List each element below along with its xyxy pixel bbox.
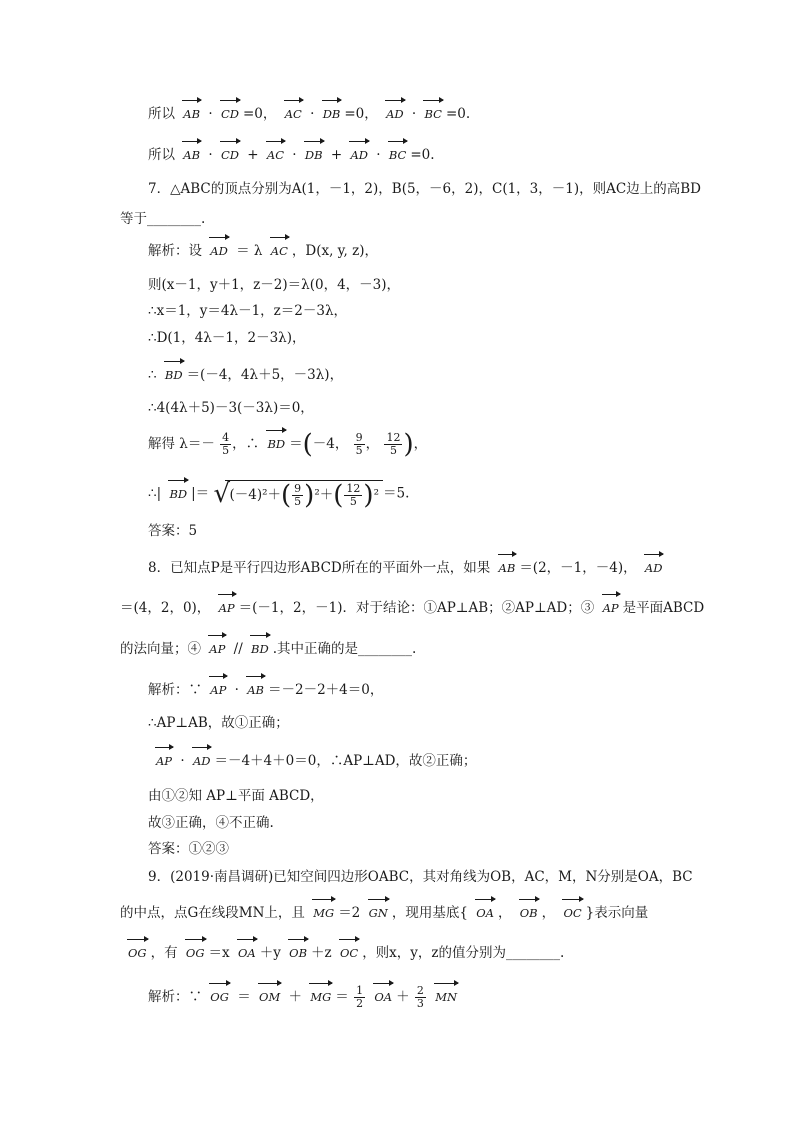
vector-ab: AB <box>245 679 266 701</box>
therefore-abs-open: ∴| <box>148 485 162 502</box>
plus-operator: + <box>247 147 259 163</box>
vector-oa: OA <box>474 902 496 924</box>
vector-ap: AP <box>601 597 621 619</box>
vector-ac: AC <box>265 144 286 166</box>
vector-mg: MG <box>308 986 333 1008</box>
vector-oc: OC <box>338 942 360 964</box>
vector-cd: CD <box>219 144 241 166</box>
fraction-9-5 <box>292 483 303 508</box>
solution-line-2 <box>148 144 435 166</box>
solution-7-line-4: ∴D(1，4λ－1，2－3λ)， <box>148 330 306 346</box>
vector-bd: BD <box>249 638 271 660</box>
vector-ad: AD <box>208 240 230 262</box>
dot-product-value: ＝－2－2＋4＝0， <box>268 682 384 698</box>
numerator: 12 <box>386 431 401 444</box>
dot-operator: · <box>208 106 213 122</box>
equals-sign: ＝ <box>289 436 303 452</box>
vector-ap: AP <box>154 750 174 772</box>
solution-7-line-5 <box>148 364 343 386</box>
vector-ac: AC <box>283 103 304 125</box>
vector-bc: BC <box>387 144 408 166</box>
solution-8-line-4: 由①②知 AP⊥平面 ABCD， <box>148 788 324 804</box>
dot-operator: · <box>292 147 297 163</box>
therefore-symbol: ，∴ <box>232 436 260 452</box>
vector-ac: AC <box>269 240 290 262</box>
vector-ap: AP <box>217 597 237 619</box>
numerator: 4 <box>222 431 230 444</box>
solution-8-line-1 <box>148 679 383 701</box>
fraction-12-5 <box>344 483 362 508</box>
vector-ad: AD <box>384 103 406 125</box>
vector-ab: AB <box>181 103 202 125</box>
plus-y: ＋y <box>259 945 281 961</box>
text-analysis: 解析：∵ <box>148 682 202 698</box>
vector-db: DB <box>321 103 343 125</box>
square-plus: ²＋ <box>262 487 282 503</box>
vector-ab: AB <box>497 557 518 579</box>
question-7: 7．△ABC的顶点分别为A(1，－1，2)，B(5，－6，2)，C(1，3，－1)，则AC边上的高BD <box>148 181 701 197</box>
solution-8-line-2: ∴AP⊥AB，故①正确； <box>148 715 289 731</box>
text-so: 所以 <box>148 147 175 163</box>
comma: ， <box>497 905 512 921</box>
numerator: 12 <box>346 482 361 495</box>
dot-operator: · <box>411 106 417 122</box>
equals-x: ＝x <box>208 945 230 961</box>
solution-7-line-1 <box>148 240 378 262</box>
numerator: 1 <box>356 984 364 997</box>
term-neg4: (－4) <box>229 487 263 503</box>
normal-vector-text: 的法向量；④ <box>120 641 201 657</box>
dot-operator: · <box>208 147 213 163</box>
right-paren: ) <box>363 480 374 511</box>
denominator: 5 <box>294 495 302 508</box>
denominator: 5 <box>355 444 363 457</box>
vector-bd: BD <box>167 483 189 505</box>
sqrt-icon: √ <box>213 479 231 509</box>
therefore-symbol: ∴ <box>148 367 157 383</box>
vector-mn: MN <box>433 986 459 1008</box>
square-root <box>213 479 383 511</box>
left-paren: ( <box>281 480 292 511</box>
comma: ， <box>541 905 556 921</box>
right-paren: ) <box>304 480 315 511</box>
vector-oa: OA <box>372 986 394 1008</box>
numerator: 2 <box>416 984 424 997</box>
question-9-line-1: 9．(2019·南昌调研)已知空间四边形OABC，其对角线为OB，AC，M，N分别是OA，BC <box>148 869 693 885</box>
question-9-line-3 <box>124 942 564 964</box>
vector-ad: AD <box>643 557 665 579</box>
coordinate-x: －4， <box>312 436 349 452</box>
equals-zero: =0. <box>445 106 471 122</box>
question-7-cont: 等于________. <box>120 211 206 227</box>
solution-7-line-8 <box>148 479 410 511</box>
denominator: 2 <box>356 997 364 1010</box>
text-point-d: ，D(x, y, z)， <box>291 243 378 259</box>
solution-7-line-3: ∴x＝1，y＝4λ－1，z＝2－3λ， <box>148 303 347 319</box>
denominator: 5 <box>222 444 230 457</box>
vector-og: OG <box>208 986 231 1008</box>
fraction-2-3 <box>415 985 426 1010</box>
dot-operator: · <box>234 682 239 698</box>
equals-zero: =0. <box>410 147 435 163</box>
vector-oc: OC <box>561 902 583 924</box>
answer-8: 答案：①②③ <box>148 841 229 857</box>
left-paren: ( <box>333 480 344 511</box>
dot-product-value: ＝－4＋4＋0＝0，∴AP⊥AD，故②正确； <box>214 753 477 769</box>
comma: ， <box>413 436 428 452</box>
answer-7: 答案：5 <box>148 523 198 539</box>
numerator: 9 <box>355 431 363 444</box>
solution-9-line-1 <box>148 985 461 1010</box>
equals-zero: =0， <box>344 106 378 122</box>
midpoint-text: 的中点，点G在线段MN上，且 <box>120 905 305 921</box>
vector-ad: AD <box>348 144 370 166</box>
dot-operator: · <box>310 106 315 122</box>
dot-operator: · <box>376 147 381 163</box>
vector-og: OG <box>126 942 149 964</box>
text-so: 所以 <box>148 106 175 122</box>
parallel-symbol: // <box>233 641 243 657</box>
question-blank: ，则x，y，z的值分别为________. <box>362 945 565 961</box>
conclusions-text: ＝(－1，2，－1)．对于结论：①AP⊥AB；②AP⊥AD；③ <box>238 600 595 616</box>
vector-om: OM <box>257 986 282 1008</box>
vector-bc: BC <box>422 103 443 125</box>
question-8-line-2 <box>120 597 704 619</box>
dot-operator: · <box>180 753 185 769</box>
vector-bd: BD <box>265 433 287 455</box>
solution-7-line-6: ∴4(4λ＋5)－3(－3λ)＝0， <box>148 400 314 416</box>
vector-ob: OB <box>518 902 540 924</box>
plus-operator: + <box>330 147 343 163</box>
equals-sign: ＝ <box>237 989 251 1005</box>
fraction-12-5 <box>384 432 402 457</box>
have-text: ，有 <box>150 945 178 961</box>
vector-gn: GN <box>367 902 390 924</box>
solution-7-line-2: 则(x－1，y＋1，z－2)＝λ(0，4，－3)， <box>148 277 401 293</box>
text-analysis: 解析：设 <box>148 243 202 259</box>
solution-7-line-7 <box>148 429 428 460</box>
plus-z: ＋z <box>311 945 332 961</box>
vector-bd: BD <box>163 364 185 386</box>
vector-ad: AD <box>191 750 213 772</box>
equals-five: ＝5. <box>382 485 410 502</box>
vector-db: DB <box>303 144 325 166</box>
fraction-4-5 <box>220 432 231 457</box>
represent-text: }表示向量 <box>585 905 649 921</box>
equals-zero: =0， <box>242 106 277 122</box>
fraction-1-2 <box>354 985 365 1010</box>
vector-oa: OA <box>236 942 258 964</box>
left-paren: ( <box>302 429 313 460</box>
text-analysis: 解析：∵ <box>148 989 202 1005</box>
denominator: 5 <box>389 444 397 457</box>
question-8-line-3 <box>120 638 416 660</box>
text-solve: 解得 λ＝－ <box>148 436 215 452</box>
conclusion-3-text: 是平面ABCD <box>622 600 705 616</box>
question-8-text: 8．已知点P是平行四边形ABCD所在的平面外一点，如果 <box>148 560 491 576</box>
square-plus: ²＋ <box>314 487 334 503</box>
vector-mg: MG <box>311 902 336 924</box>
equals-lambda: ＝ λ <box>236 243 263 259</box>
question-blank: .其中正确的是________. <box>272 641 417 657</box>
solution-8-line-3 <box>152 750 476 772</box>
equals-two: ＝2 <box>338 905 361 921</box>
abs-close-equals: |＝ <box>191 485 210 502</box>
vector-ad-value: ＝(4，2，0)， <box>120 600 211 616</box>
square: ² <box>373 487 379 503</box>
comma: ， <box>365 436 380 452</box>
plus-operator: ＋ <box>288 989 303 1005</box>
equals-sign: ＝ <box>335 989 349 1005</box>
solution-8-line-5: 故③正确，④不正确. <box>148 815 274 831</box>
fraction-9-5 <box>354 432 365 457</box>
right-paren: ) <box>403 429 414 460</box>
question-8-line-1 <box>148 557 666 579</box>
vector-ap: AP <box>208 679 228 701</box>
plus-operator: ＋ <box>396 989 410 1005</box>
denominator: 3 <box>416 997 424 1010</box>
vector-cd: CD <box>219 103 241 125</box>
vector-ab: AB <box>181 144 202 166</box>
question-9-line-2 <box>120 902 648 924</box>
solution-line-1 <box>148 103 470 125</box>
vector-ob: OB <box>287 942 309 964</box>
numerator: 9 <box>294 482 302 495</box>
vector-og: OG <box>184 942 207 964</box>
text-vector-value: ＝(－4，4λ＋5，－3λ)， <box>186 367 344 383</box>
vector-ap: AP <box>207 638 227 660</box>
vector-ab-value: ＝(2，－1，－4)， <box>519 560 637 576</box>
denominator: 5 <box>349 495 357 508</box>
basis-text: ，现用基底{ <box>391 905 468 921</box>
